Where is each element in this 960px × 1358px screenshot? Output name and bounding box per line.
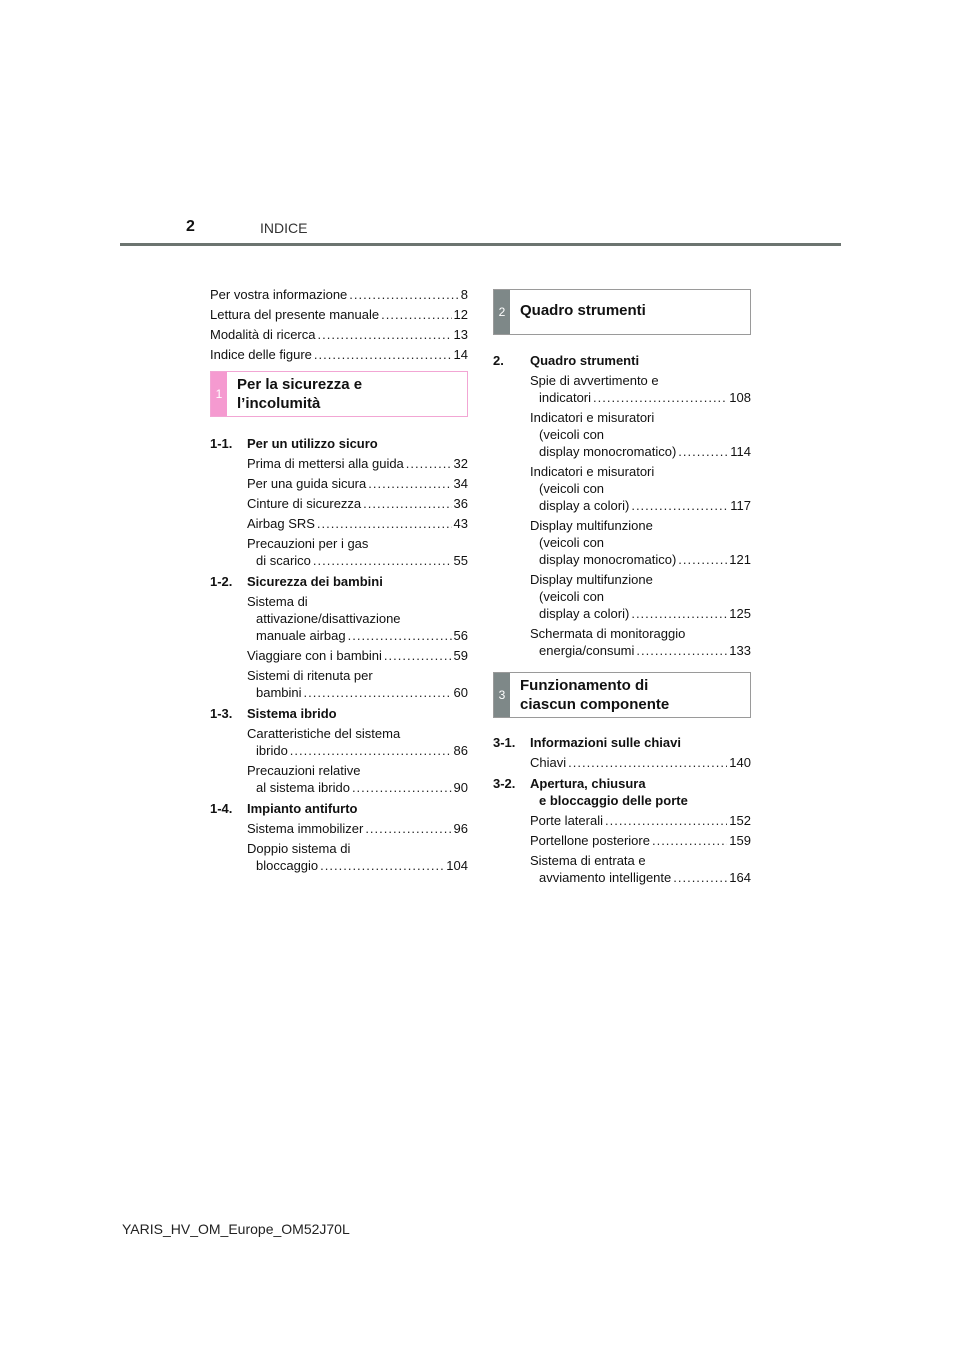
left-column [210,286,468,874]
toc-entry[interactable]: Sistemi di ritenuta per bambini ..... 60 [247,667,468,701]
toc-entry[interactable]: Indice delle figure ..... 14 [210,346,468,363]
chapter-heading[interactable]: 1-3. Sistema ibrido [210,706,337,721]
toc-entry[interactable]: Lettura del presente manuale ..... 12 [210,306,468,323]
page-number: 2 [186,218,195,235]
toc-entry[interactable]: Porte laterali ..... 152 [530,812,751,829]
section-header-1[interactable] [210,371,468,417]
section-title: Funzionamento di ciascun componente [520,677,670,713]
toc-entry[interactable]: Modalità di ricerca ..... 13 [210,326,468,343]
toc-entry[interactable]: Precauzioni relative al sistema ibrido ..... 90 [247,762,468,796]
chapter-heading[interactable]: 1-1. Per un utilizzo sicuro [210,436,378,451]
toc-entry[interactable]: Prima di mettersi alla guida ..... 32 [247,455,468,472]
section-title: Per la sicurezza e l’incolumità [237,376,363,412]
toc-entry[interactable]: Portellone posteriore ..... 159 [530,832,751,849]
toc-entry[interactable]: Indicatori e misuratori (veicoli con display monocromatico) ..... 114 [530,409,751,460]
toc-entry[interactable]: Spie di avvertimento e indicatori ..... 108 [530,372,751,406]
intro-list [210,286,468,363]
section-header-2[interactable] [493,289,751,335]
toc-entry[interactable]: Sistema immobilizer ..... 96 [247,820,468,837]
toc-entry[interactable]: Indicatori e misuratori (veicoli con display a colori) ..... 117 [530,463,751,514]
right-column [493,289,751,886]
header-divider [120,243,841,246]
chapter-heading[interactable]: 3-1. Informazioni sulle chiavi [493,735,681,750]
section-title: Quadro strumenti [520,302,646,319]
section-tab: 1 [211,372,227,416]
page-title: INDICE [260,220,308,236]
section-tab: 3 [494,673,510,717]
chapter-heading[interactable]: 1-2. Sicurezza dei bambini [210,574,383,589]
footer-doc-id: YARIS_HV_OM_Europe_OM52J70L [122,1221,350,1237]
toc-entry[interactable]: Chiavi ..... 140 [530,754,751,771]
toc-entry[interactable]: Display multifunzione (veicoli con display monocromatico) ..... 121 [530,517,751,568]
toc-entry[interactable]: Schermata di monitoraggio energia/consumi ..... 133 [530,625,751,659]
chapter-block [210,435,468,874]
chapter-heading[interactable]: 2. Quadro strumenti [493,353,640,368]
section-header-3[interactable] [493,672,751,718]
section-tab: 2 [494,290,510,334]
chapter-heading[interactable]: 3-2. Apertura, chiusura e bloccaggio delle porte [493,776,688,808]
chapter-heading[interactable]: 1-4. Impianto antifurto [210,801,358,816]
toc-entry[interactable]: Display multifunzione (veicoli con display a colori) ..... 125 [530,571,751,622]
toc-entry[interactable]: Per una guida sicura ..... 34 [247,475,468,492]
toc-entry[interactable]: Doppio sistema di bloccaggio ..... 104 [247,840,468,874]
toc-entry[interactable]: Caratteristiche del sistema ibrido ..... 86 [247,725,468,759]
toc-entry[interactable]: Per vostra informazione ..... 8 [210,286,468,303]
toc-entry[interactable]: Cinture di sicurezza ..... 36 [247,495,468,512]
chapter-block [493,352,751,659]
chapter-block [493,734,751,886]
toc-entry[interactable]: Viaggiare con i bambini ..... 59 [247,647,468,664]
toc-entry[interactable]: Precauzioni per i gas di scarico ..... 55 [247,535,468,569]
toc-entry[interactable]: Airbag SRS ..... 43 [247,515,468,532]
toc-entry[interactable]: Sistema di attivazione/disattivazione manuale airbag ..... 56 [247,593,468,644]
toc-entry[interactable]: Sistema di entrata e avviamento intelligente ..... 164 [530,852,751,886]
